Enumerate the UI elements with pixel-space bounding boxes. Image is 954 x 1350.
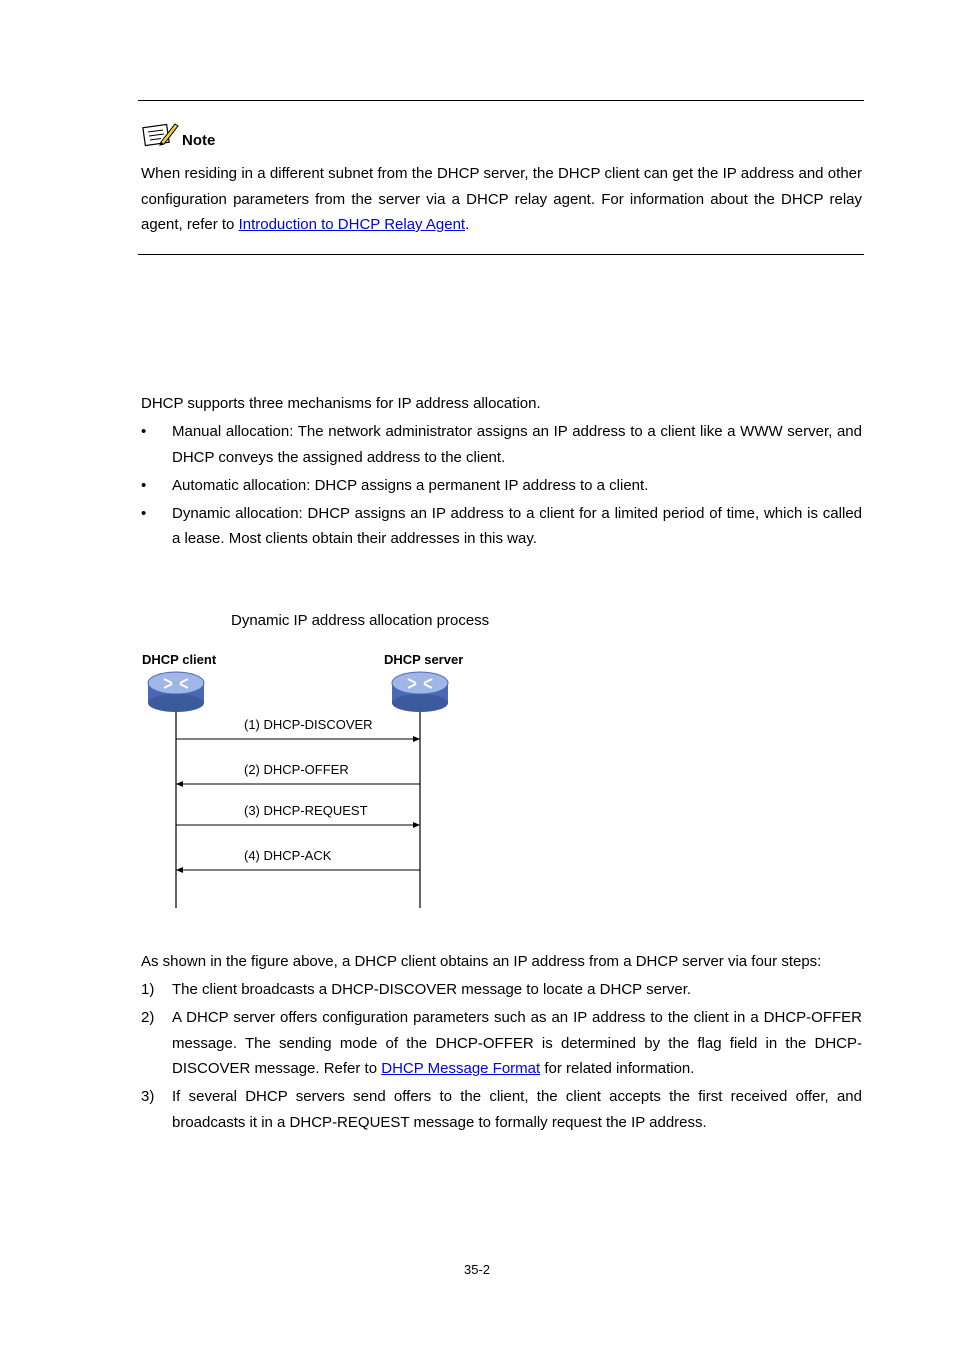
step-text-end: for related information. <box>540 1060 695 1077</box>
list-item-text: Manual allocation: The network administrator assigns an IP address to a client like a WWW server, and DHCP conveys the assigned address to the client. <box>172 423 862 466</box>
list-item-text: Dynamic allocation: DHCP assigns an IP address to a client for a limited period of time, which is called a lease. Most clients obtain their addresses in this way. <box>172 504 862 547</box>
list-item <box>141 501 862 552</box>
note-top-rule <box>138 100 864 101</box>
bullet-icon: • <box>141 504 147 522</box>
step-text: If several DHCP servers send offers to the client, the client accepts the first received offer, and broadcasts it in a DHCP-REQUEST message to formally request the IP address. <box>172 1088 862 1131</box>
step-number: 1) <box>141 981 155 998</box>
note-text-end: . <box>465 216 470 233</box>
client-label: DHCP client <box>142 652 217 667</box>
steps-intro: As shown in the figure above, a DHCP client obtains an IP address from a DHCP server via four steps: <box>141 953 822 970</box>
list-item <box>141 419 862 470</box>
step-number: 3) <box>141 1088 155 1105</box>
note-text-body: When residing in a different subnet from the DHCP server, the DHCP client can get the IP address and other configuration parameters from the server via a DHCP relay agent. For information about the DHCP relay agent, refer to <box>141 165 862 233</box>
figure-caption: Dynamic IP address allocation process <box>231 612 490 629</box>
bullet-icon: • <box>141 476 147 494</box>
allocation-intro: DHCP supports three mechanisms for IP address allocation. <box>141 395 541 412</box>
steps-list <box>141 977 862 1138</box>
step-number: 2) <box>141 1009 155 1026</box>
message-label: (3) DHCP-REQUEST <box>244 803 368 818</box>
dhcp-sequence-diagram <box>130 645 490 915</box>
note-text <box>141 161 862 238</box>
server-label: DHCP server <box>384 652 464 667</box>
message-format-link[interactable]: DHCP Message Format <box>381 1060 541 1077</box>
note-label: Note <box>182 132 216 149</box>
step-text: A DHCP server offers configuration parameters such as an IP address to the client in a DHCP-OFFER message. The sending mode of the DHCP-OFFER is determined by the flag field in the DHCP-DISCOVER message. Refer to <box>172 1009 862 1077</box>
list-item <box>141 473 862 499</box>
list-item <box>141 1005 862 1082</box>
relay-agent-link[interactable]: Introduction to DHCP Relay Agent <box>238 216 466 233</box>
list-item <box>141 977 862 1003</box>
list-item <box>141 1084 862 1135</box>
bullet-icon: • <box>141 423 147 440</box>
page-number: 35-2 <box>463 1262 491 1277</box>
server-router-icon <box>392 672 448 712</box>
note-bottom-rule <box>138 254 864 255</box>
client-router-icon <box>148 672 204 712</box>
allocation-list <box>141 419 862 554</box>
message-label: (2) DHCP-OFFER <box>244 762 349 777</box>
list-item-text: Automatic allocation: DHCP assigns a permanent IP address to a client. <box>172 476 649 494</box>
message-label: (4) DHCP-ACK <box>244 848 332 863</box>
step-text: The client broadcasts a DHCP-DISCOVER message to locate a DHCP server. <box>172 981 692 998</box>
note-icon <box>141 120 181 150</box>
message-label: (1) DHCP-DISCOVER <box>244 717 373 732</box>
